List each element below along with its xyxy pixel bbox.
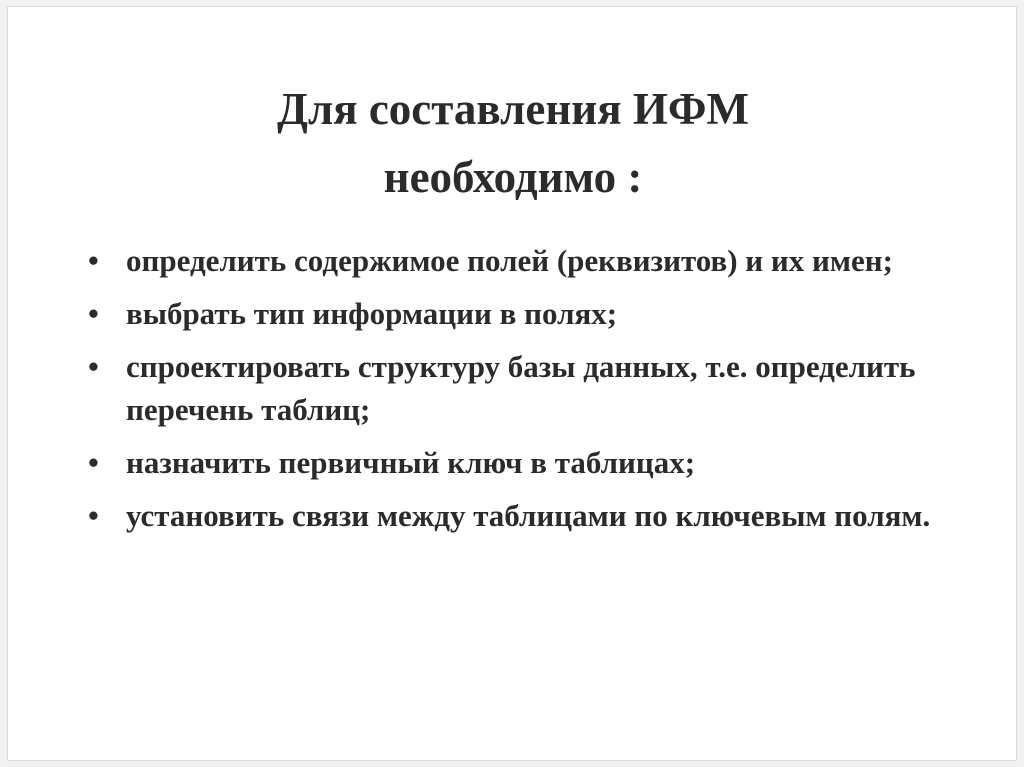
bullet-item — [88, 345, 968, 431]
bullet-marker: • — [88, 243, 99, 278]
bullet-item — [88, 292, 968, 335]
bullet-text: определить содержимое полей (реквизитов) и их имен; — [126, 243, 893, 278]
bullet-item — [88, 441, 968, 484]
slide-title-line-1: Для составления ИФМ — [277, 84, 749, 134]
bullet-text: спроектировать структуру базы данных, т.е. определить перечень таблиц; — [126, 349, 916, 427]
bullet-list — [88, 239, 968, 547]
slide-title-line-2: необходимо : — [383, 152, 643, 202]
slide-title — [8, 75, 1018, 211]
bullet-marker: • — [88, 445, 99, 480]
bullet-marker: • — [88, 296, 99, 331]
bullet-item — [88, 494, 968, 537]
bullet-text: выбрать тип информации в полях; — [126, 296, 618, 331]
bullet-text: установить связи между таблицами по ключевым полям. — [126, 498, 931, 533]
bullet-item — [88, 239, 968, 282]
bullet-text: назначить первичный ключ в таблицах; — [126, 445, 696, 480]
bullet-marker: • — [88, 498, 99, 533]
slide — [7, 6, 1017, 761]
bullet-marker: • — [88, 349, 99, 384]
